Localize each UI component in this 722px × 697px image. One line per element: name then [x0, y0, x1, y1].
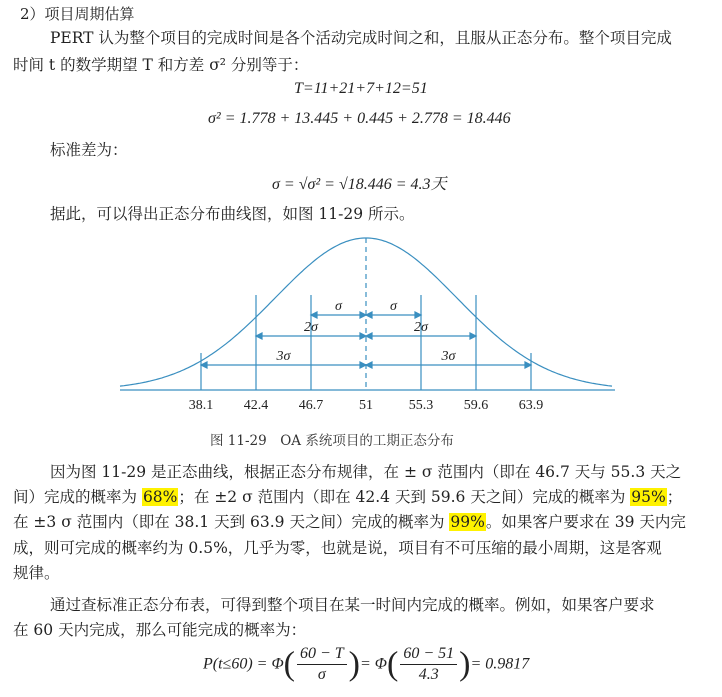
paragraph-pert-line2: 时间 t 的数学期望 T 和方差 σ² 分别等于： — [13, 56, 309, 74]
arrowhead — [366, 333, 372, 339]
denominator: 4.3 — [418, 666, 439, 683]
fraction-1 — [297, 644, 347, 685]
arrowhead — [415, 312, 421, 318]
paragraph-rule-line1: 因为图 11-29 是正态曲线，根据正态分布规律，在 ± σ 范围内（即在 46.7 天与 55.3 天之 — [50, 463, 682, 481]
figure-caption: 图 11-29 OA 系统项目的工期正态分布 — [210, 433, 454, 449]
span-label: σ — [390, 299, 397, 314]
paragraph-pert-line1: PERT 认为整个项目的完成时间是各个活动完成时间之和，且服从正态分布。整个项目完成 — [50, 29, 672, 47]
arrowhead — [366, 312, 372, 318]
text: ； — [666, 488, 683, 506]
paragraph-table-line1: 通过查标准正态分布表，可得到整个项目在某一时间内完成的概率。例如，如果客户要求 — [50, 596, 655, 614]
arrowhead — [470, 333, 476, 339]
arrowhead — [311, 312, 317, 318]
text: ；在 ±2 σ 范围内（即在 42.4 天到 59.6 天之间）完成的概率为 — [178, 488, 631, 506]
tick-label: 42.4 — [243, 398, 269, 413]
span-label: 3σ — [276, 349, 291, 364]
paren: ( — [386, 645, 399, 683]
denominator: σ — [317, 666, 326, 683]
tick-label: 55.3 — [408, 398, 434, 413]
span-label: σ — [335, 299, 342, 314]
equation-probability — [203, 644, 529, 685]
highlight-68: 68% — [142, 488, 178, 506]
span-label: 2σ — [414, 320, 428, 335]
text: 间）完成的概率为 — [13, 488, 142, 506]
span-label: 2σ — [304, 320, 318, 335]
tick-label: 51 — [359, 398, 373, 413]
arrowhead — [201, 362, 207, 368]
paren: ) — [459, 645, 471, 683]
paragraph-rule-line2 — [13, 486, 682, 508]
eq-lhs: P(t≤60) = Φ — [203, 655, 284, 673]
text: 。如果客户要求在 39 天内完 — [485, 513, 686, 531]
section-heading: 2）项目周期估算 — [20, 5, 135, 23]
equation-expected-time: T=11+21+7+12=51 — [294, 80, 428, 97]
equation-variance: σ² = 1.778 + 13.445 + 0.445 + 2.778 = 18.446 — [208, 110, 511, 127]
paragraph-rule-line5: 规律。 — [13, 564, 60, 582]
tick-label: 59.6 — [463, 398, 489, 413]
numerator: 60 − 51 — [400, 644, 457, 665]
paragraph-rule-line3 — [13, 511, 686, 533]
arrowhead — [256, 333, 262, 339]
eq-mid: = Φ — [360, 655, 387, 673]
text: 在 ±3 σ 范围内（即在 38.1 天到 63.9 天之间）完成的概率为 — [13, 513, 450, 531]
fraction-2 — [400, 644, 457, 685]
tick-label: 38.1 — [188, 398, 214, 413]
arrowhead — [366, 362, 372, 368]
numerator: 60 − T — [297, 644, 347, 665]
stddev-label: 标准差为： — [50, 141, 128, 159]
arrowhead — [525, 362, 531, 368]
eq-rhs: = 0.9817 — [470, 655, 530, 673]
normal-distribution-figure — [0, 225, 722, 425]
highlight-95: 95% — [631, 488, 666, 506]
paren: ) — [348, 645, 360, 683]
paragraph-table-line2: 在 60 天内完成，那么可能完成的概率为： — [13, 621, 307, 639]
highlight-99: 99% — [450, 513, 485, 531]
tick-label: 63.9 — [518, 398, 544, 413]
span-label: 3σ — [441, 349, 456, 364]
tick-label: 46.7 — [298, 398, 324, 413]
paragraph-rule-line4: 成，则可完成的概率约为 0.5%，几乎为零，也就是说，项目有不可压缩的最小周期，这是客观 — [13, 539, 662, 557]
paragraph-figure-intro: 据此，可以得出正态分布曲线图，如图 11-29 所示。 — [50, 205, 415, 223]
equation-stddev: σ = √σ² = √18.446 = 4.3天 — [272, 176, 447, 193]
paren: ( — [283, 645, 295, 683]
